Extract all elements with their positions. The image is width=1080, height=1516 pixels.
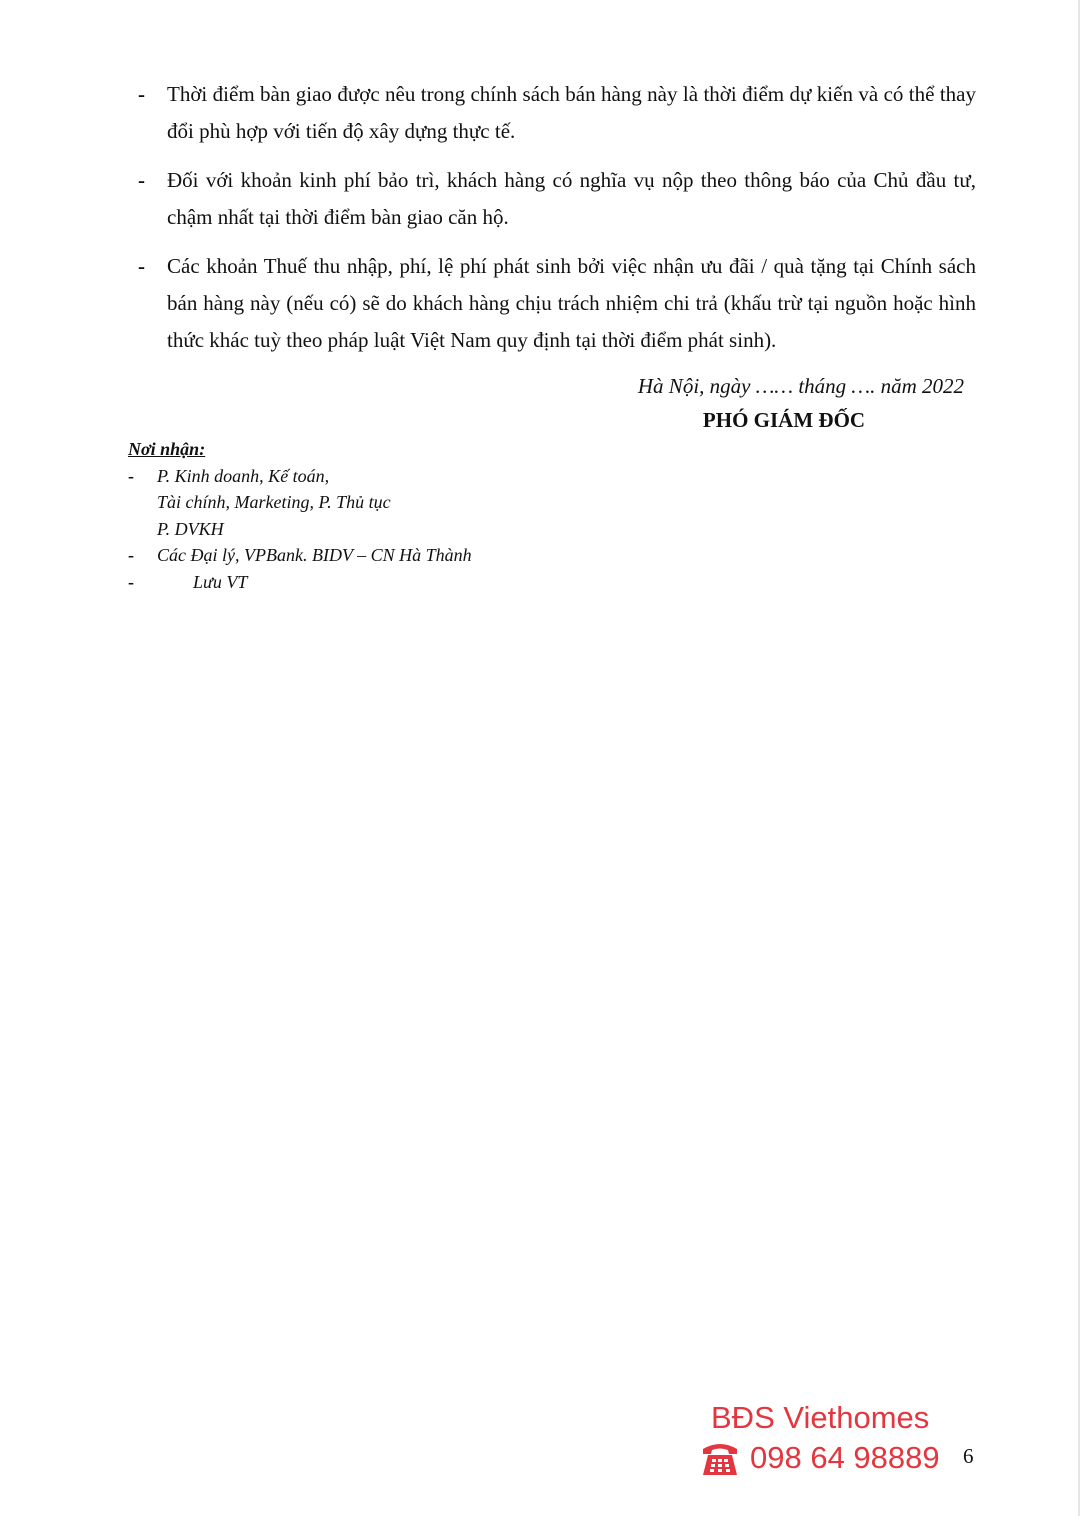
recipient-text [157,542,628,569]
recipient-text [157,463,628,543]
recipients-block [128,436,628,595]
recipient-item [128,463,628,543]
recipient-text [157,569,628,596]
watermark-phone: 098 64 98889 [750,1440,940,1475]
policy-note-item [138,248,976,359]
recipient-item [128,569,628,596]
watermark-brand: BĐS Viethomes [711,1400,930,1435]
signature-title: PHÓ GIÁM ĐỐC [702,408,866,432]
policy-note-item [138,76,976,150]
policy-note-item [138,162,976,236]
contact-watermark [700,1398,960,1478]
recipient-line: P. DVKH [157,518,224,539]
recipient-dash: - [128,545,134,565]
policy-note-text: Thời điểm bàn giao được nêu trong chính sách bán hàng này là thời điểm dự kiến và có thể thay đổi phù hợp với tiến độ xây dựng thực tế. [167,82,976,143]
signature-date: Hà Nội, ngày …… tháng …. năm 2022 [637,374,964,398]
recipient-dash: - [128,571,134,592]
recipient-line: P. Kinh doanh, Kế toán, [157,465,330,486]
recipient-item [128,542,628,569]
recipient-line: Tài chính, Marketing, P. Thủ tục [157,492,391,512]
policy-note-text: Đối với khoản kinh phí bảo trì, khách hàng có nghĩa vụ nộp theo thông báo của Chủ đầu tư, chậm nhất tại thời điểm bàn giao căn hộ. [167,168,976,229]
recipient-line: Lưu VT [193,571,248,592]
policy-notes-list [138,76,976,371]
bullet-dash: - [138,82,145,106]
bullet-dash: - [138,168,145,192]
page-number: 6 [963,1444,974,1468]
watermark-phone-row [700,1438,960,1478]
recipients-heading: Nơi nhận: [128,439,206,459]
telephone-icon [700,1439,740,1477]
policy-note-text: Các khoản Thuế thu nhập, phí, lệ phí phát sinh bởi việc nhận ưu đãi / quà tặng tại Chính sách bán hàng này (nếu có) sẽ do khách hàng chịu trách nhiệm chi trả (khấu trừ tại nguồn hoặc hình thức khác tuỳ theo pháp luật Việt Nam quy định tại thời điểm phát sinh). [167,254,976,352]
recipient-dash: - [128,465,134,486]
recipient-line: Các Đại lý, VPBank. BIDV – CN Hà Thành [157,545,472,565]
bullet-dash: - [138,254,145,278]
